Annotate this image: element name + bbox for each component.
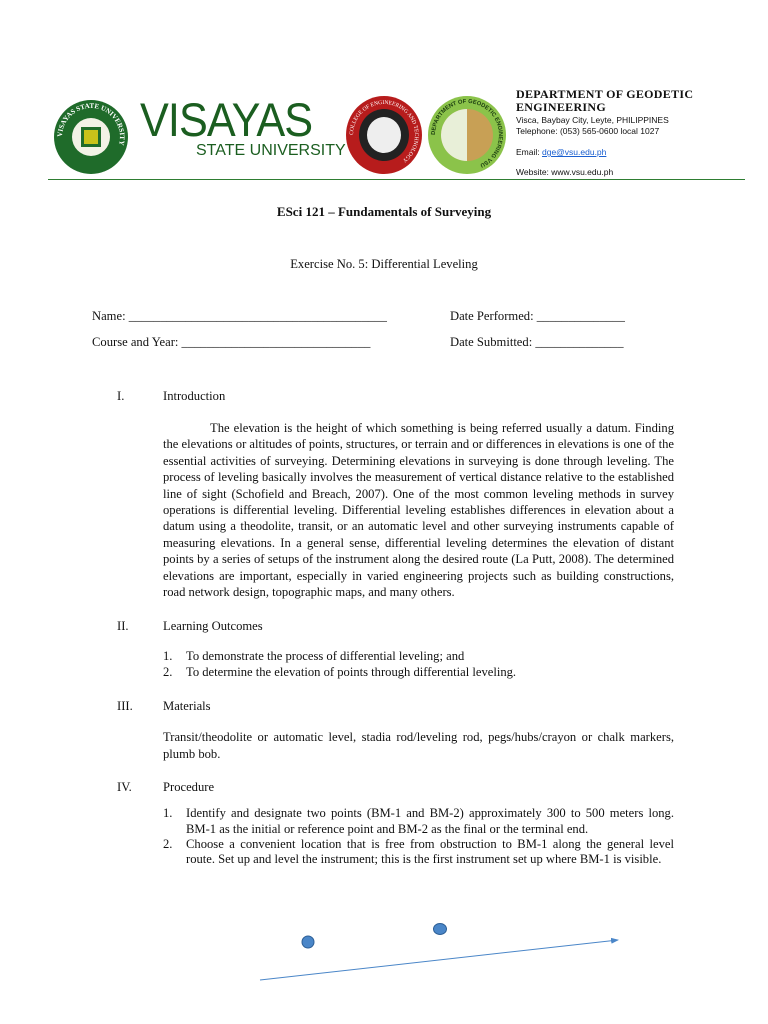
department-name bbox=[516, 88, 693, 114]
address: Visca, Baybay City, Leyte, PHILIPPINES bbox=[516, 115, 669, 125]
telephone: Telephone: (053) 565-0600 local 1027 bbox=[516, 126, 660, 136]
benchmark-point-icon bbox=[302, 936, 314, 948]
coet-seal-text bbox=[346, 96, 422, 174]
dept-line1: DEPARTMENT OF GEODETIC bbox=[516, 87, 694, 101]
date-submitted-field[interactable]: Date Submitted: ______________ bbox=[450, 335, 624, 349]
procedure-list bbox=[163, 806, 674, 868]
introduction-paragraph: The elevation is the height of which something is being referred usually a datum. Finding the elevations or altitudes of points, structures, or terrain and or differences in elevations is one of the essential activities of surveying. Determining elevations in surveying is done through leveling. The process of leveling basically involves the measurement of vertical distance relative to the established line of sight (Schofield and Breach, 2007). One of the most common leveling methods in survey operations is differential leveling. Differential leveling establishes differences in elevation about a datum using a theodolite, transit, or an automatic level and other surveying instruments capable of measuring elevations. In a general sense, differential leveling determines the elevation of distant points by a series of setups of the instrument along the desired route (La Putt, 2008). The determined elevations are important, especially in varied engineering projects such as building constructions, road network design, topographic maps, and many others. bbox=[163, 421, 674, 600]
section-procedure bbox=[117, 779, 674, 796]
header-divider bbox=[48, 179, 745, 180]
section-introduction bbox=[117, 388, 674, 405]
materials-paragraph: Transit/theodolite or automatic level, stadia rod/leveling rod, pegs/hubs/crayon or chalk markers, plumb bob. bbox=[163, 730, 674, 761]
course-year-field[interactable]: Course and Year: ______________________________ bbox=[92, 335, 371, 349]
section-number: III. bbox=[117, 699, 133, 714]
date-performed-field[interactable]: Date Performed: ______________ bbox=[450, 309, 625, 323]
svg-text:VISAYAS STATE UNIVERSITY: VISAYAS STATE UNIVERSITY bbox=[55, 101, 127, 147]
geodetic-dept-seal-logo bbox=[428, 96, 506, 174]
email-line bbox=[516, 147, 606, 157]
website: Website: www.vsu.edu.ph bbox=[516, 167, 614, 177]
course-title: ESci 121 – Fundamentals of Surveying bbox=[276, 204, 492, 219]
email-label: Email: bbox=[516, 147, 542, 157]
vsu-seal-logo bbox=[54, 100, 128, 174]
learning-outcomes-list bbox=[163, 649, 674, 680]
list-item: 1. Identify and designate two points (BM-1 and BM-2) approximately 300 to 500 meters long. BM-1 as the initial or reference point and BM-2 as the final or the terminal end. bbox=[163, 806, 674, 836]
state-university-wordmark: STATE UNIVERSITY bbox=[196, 142, 346, 159]
section-number: I. bbox=[117, 389, 125, 403]
section-heading-materials: Materials bbox=[163, 699, 211, 714]
name-field[interactable]: Name: _________________________________________ bbox=[92, 309, 387, 323]
section-heading-learning-outcomes: Learning Outcomes bbox=[163, 619, 263, 634]
section-materials bbox=[117, 698, 674, 715]
exercise-title: Exercise No. 5: Differential Leveling bbox=[290, 257, 478, 271]
svg-text:DEPARTMENT OF GEODETIC ENGINEE: DEPARTMENT OF GEODETIC ENGINEERING VSU bbox=[430, 98, 504, 168]
section-number: IV. bbox=[117, 780, 132, 795]
section-heading-introduction: Introduction bbox=[163, 389, 226, 403]
section-number: II. bbox=[117, 619, 129, 634]
vsu-seal-text bbox=[54, 100, 128, 174]
benchmark-point-icon bbox=[434, 924, 447, 935]
geodetic-seal-text bbox=[428, 96, 506, 174]
svg-text:COLLEGE OF ENGINEERING AND TEC: COLLEGE OF ENGINEERING AND TECHNOLOGY bbox=[348, 99, 420, 164]
section-learning-outcomes bbox=[117, 618, 674, 635]
document-body bbox=[117, 388, 674, 868]
email-link[interactable]: dge@vsu.edu.ph bbox=[541, 147, 607, 157]
level-route-arrow bbox=[260, 940, 618, 980]
list-item: 2. Choose a convenient location that is free from obstruction to BM-1 along the general level route. Set up and level the instrument; this is the first instrument set up where BM-1 is visible. bbox=[163, 836, 674, 867]
dept-line2: ENGINEERING bbox=[516, 100, 606, 114]
section-heading-procedure: Procedure bbox=[163, 780, 215, 795]
list-item: 2. To determine the elevation of points through differential leveling. bbox=[163, 664, 517, 679]
visayas-wordmark: VISAYAS bbox=[140, 93, 313, 146]
list-item: 1. To demonstrate the process of differential leveling; and bbox=[163, 649, 465, 664]
coet-seal-logo bbox=[346, 96, 422, 174]
